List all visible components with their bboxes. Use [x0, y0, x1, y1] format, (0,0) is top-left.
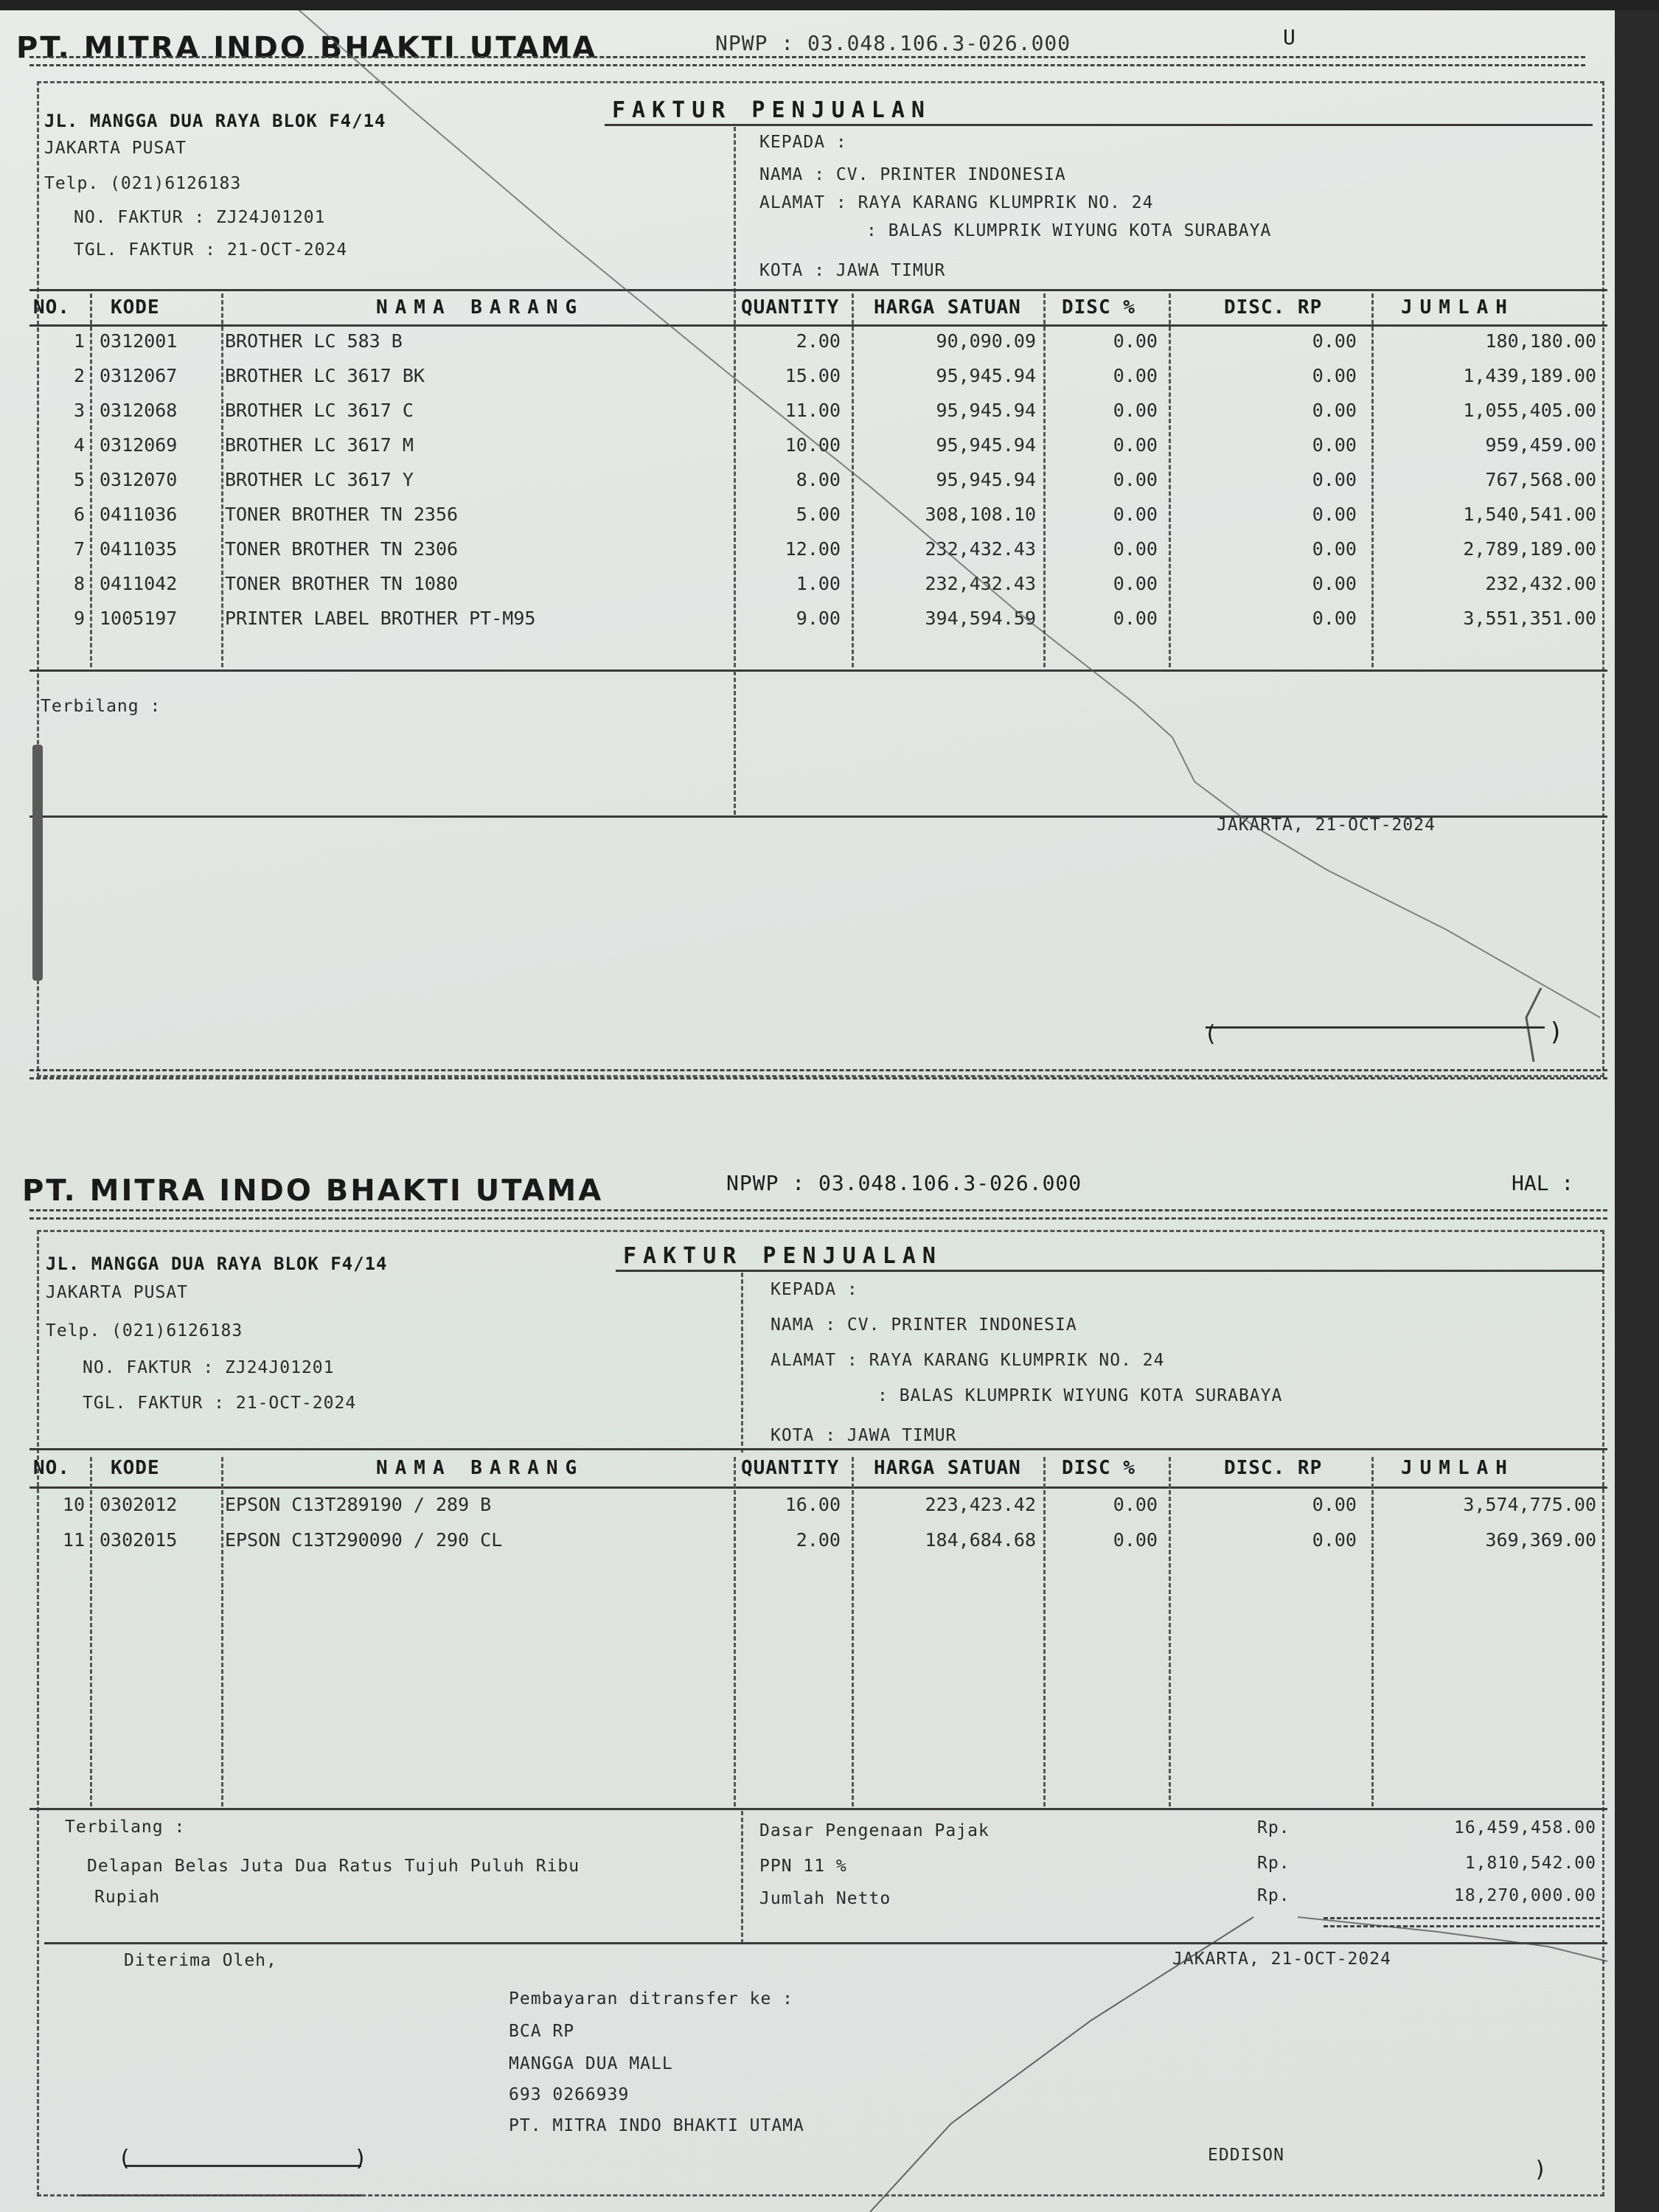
invoice-number-p2: NO. FAKTUR : ZJ24J01201 — [83, 1358, 335, 1377]
page1-item-cell-disc_rp: 0.00 — [1312, 469, 1357, 490]
page1-item-cell-harga: 95,945.94 — [936, 400, 1036, 421]
page1-item-cell-disc_rp: 0.00 — [1312, 608, 1357, 629]
invoice-title: FAKTUR PENJUALAN — [612, 97, 931, 123]
page1-item-cell-nama: BROTHER LC 3617 Y — [225, 469, 414, 490]
page2-item-cell-nama: EPSON C13T289190 / 289 B — [225, 1494, 492, 1515]
crack-line-1 — [288, 0, 1600, 1018]
page1-item-cell-qty: 11.00 — [785, 400, 841, 421]
page1-item-cell-jumlah: 767,568.00 — [1485, 469, 1596, 490]
terbilang-label-p2: Terbilang : — [65, 1818, 186, 1837]
page1-item-cell-kode: 0411036 — [100, 504, 178, 525]
netto-label: Jumlah Netto — [759, 1889, 891, 1908]
receiver-paren-close: ) — [354, 2146, 368, 2171]
netto-currency: Rp. — [1257, 1886, 1290, 1905]
payment-line-2: BCA RP — [509, 2022, 575, 2041]
company-city: JAKARTA PUSAT — [44, 139, 187, 158]
kepada-label-p2: KEPADA : — [771, 1280, 858, 1299]
page1-item-cell-disc_rp: 0.00 — [1312, 538, 1357, 560]
column-header-disc_pct: DISC % — [1062, 296, 1135, 319]
page1-item-cell-disc_pct: 0.00 — [1113, 469, 1158, 490]
page1-item-cell-harga: 95,945.94 — [936, 469, 1036, 490]
company-city-p2: JAKARTA PUSAT — [46, 1283, 189, 1302]
page1-item-cell-kode: 0312001 — [100, 330, 178, 352]
page1-item-cell-harga: 95,945.94 — [936, 365, 1036, 386]
page1-item-cell-nama: BROTHER LC 3617 BK — [225, 365, 425, 386]
kepada-label: KEPADA : — [759, 133, 847, 152]
company-phone-p2: Telp. (021)6126183 — [46, 1321, 243, 1340]
receiver-paren-open: ( — [118, 2146, 132, 2171]
page2-item-cell-disc_rp: 0.00 — [1312, 1494, 1357, 1515]
right-edge-shadow — [1615, 0, 1659, 2212]
top-edge-shadow — [0, 0, 1659, 10]
npwp-top: NPWP : 03.048.106.3-026.000 — [715, 31, 1071, 55]
customer-address-2: : BALAS KLUMPRIK WIYUNG KOTA SURABAYA — [866, 221, 1272, 240]
page-mark: U — [1283, 25, 1295, 49]
crack-line-4 — [1526, 988, 1541, 1062]
page1-item-cell-qty: 12.00 — [785, 538, 841, 560]
page1-item-cell-nama: BROTHER LC 3617 C — [225, 400, 414, 421]
page2-item-cell-disc_rp: 0.00 — [1312, 1529, 1357, 1551]
page1-item-cell-kode: 1005197 — [100, 608, 178, 629]
payment-line-1: Pembayaran ditransfer ke : — [509, 1989, 794, 2008]
page1-item-cell-kode: 0411042 — [100, 573, 178, 594]
page2-item-cell-jumlah: 369,369.00 — [1485, 1529, 1596, 1551]
page1-item-cell-no: 5 — [73, 469, 85, 490]
page-number-label: HAL : — [1512, 1171, 1574, 1195]
column-header-nama: NAMA BARANG — [376, 296, 585, 319]
signer-name: EDDISON — [1208, 2146, 1284, 2165]
column-header-kode: KODE — [111, 1457, 160, 1479]
column-header-disc_pct: DISC % — [1062, 1457, 1135, 1479]
page2-item-cell-no: 11 — [62, 1529, 85, 1551]
page2-item-cell-no: 10 — [62, 1494, 85, 1515]
crack-line-3 — [1298, 1917, 1607, 1961]
page1-item-cell-disc_rp: 0.00 — [1312, 504, 1357, 525]
crack-line-2 — [870, 1917, 1253, 2212]
page1-item-cell-nama: BROTHER LC 3617 M — [225, 434, 414, 456]
page1-item-cell-kode: 0312070 — [100, 469, 178, 490]
page1-item-cell-disc_pct: 0.00 — [1113, 434, 1158, 456]
page1-item-cell-kode: 0312069 — [100, 434, 178, 456]
page2-item-cell-harga: 223,423.42 — [925, 1494, 1036, 1515]
page1-item-cell-qty: 10.00 — [785, 434, 841, 456]
page1-item-cell-kode: 0312068 — [100, 400, 178, 421]
page1-item-cell-jumlah: 180,180.00 — [1485, 330, 1596, 352]
page1-item-cell-no: 9 — [73, 608, 85, 629]
company-name: PT. MITRA INDO BHAKTI UTAMA — [16, 31, 598, 65]
dpp-label: Dasar Pengenaan Pajak — [759, 1821, 990, 1840]
page1-item-cell-harga: 90,090.09 — [936, 330, 1036, 352]
page1-item-cell-disc_pct: 0.00 — [1113, 573, 1158, 594]
column-header-jumlah: JUMLAH — [1401, 296, 1514, 319]
terbilang-text: Delapan Belas Juta Dua Ratus Tujuh Puluh Ribu — [87, 1857, 580, 1876]
invoice-title-p2: FAKTUR PENJUALAN — [623, 1243, 942, 1269]
ppn-value: 1,810,542.00 — [1464, 1854, 1596, 1873]
page1-item-cell-disc_rp: 0.00 — [1312, 573, 1357, 594]
page2-item-cell-disc_pct: 0.00 — [1113, 1529, 1158, 1551]
page1-item-cell-jumlah: 2,789,189.00 — [1463, 538, 1596, 560]
terbilang-label-p1: Terbilang : — [41, 697, 161, 716]
page1-item-cell-harga: 95,945.94 — [936, 434, 1036, 456]
ppn-currency: Rp. — [1257, 1854, 1290, 1873]
page2-item-cell-nama: EPSON C13T290090 / 290 CL — [225, 1529, 503, 1551]
page1-item-cell-no: 4 — [73, 434, 85, 456]
company-address: JL. MANGGA DUA RAYA BLOK F4/14 — [44, 111, 386, 131]
page1-item-cell-disc_pct: 0.00 — [1113, 538, 1158, 560]
ppn-label: PPN 11 % — [759, 1857, 847, 1876]
page1-item-cell-no: 8 — [73, 573, 85, 594]
page1-item-cell-no: 7 — [73, 538, 85, 560]
page1-item-cell-no: 6 — [73, 504, 85, 525]
signer-paren-close: ) — [1534, 2157, 1548, 2183]
page1-item-cell-disc_pct: 0.00 — [1113, 608, 1158, 629]
company-phone: Telp. (021)6126183 — [44, 174, 242, 193]
place-date-p1: JAKARTA, 21-OCT-2024 — [1217, 815, 1436, 835]
page2-item-cell-jumlah: 3,574,775.00 — [1463, 1494, 1596, 1515]
page1-item-cell-disc_pct: 0.00 — [1113, 400, 1158, 421]
netto-value: 18,270,000.00 — [1453, 1886, 1596, 1905]
page1-item-cell-qty: 15.00 — [785, 365, 841, 386]
page1-item-cell-nama: TONER BROTHER TN 2306 — [225, 538, 459, 560]
page1-item-cell-jumlah: 1,540,541.00 — [1463, 504, 1596, 525]
sig-paren-close-p1: ) — [1548, 1018, 1564, 1047]
column-header-no: NO. — [33, 296, 70, 319]
customer-address-2-p2: : BALAS KLUMPRIK WIYUNG KOTA SURABAYA — [877, 1386, 1283, 1405]
page1-item-cell-jumlah: 3,551,351.00 — [1463, 608, 1596, 629]
page1-item-cell-jumlah: 1,439,189.00 — [1463, 365, 1596, 386]
page1-item-cell-disc_pct: 0.00 — [1113, 504, 1158, 525]
page1-item-cell-no: 3 — [73, 400, 85, 421]
page1-item-cell-disc_rp: 0.00 — [1312, 365, 1357, 386]
page2-item-cell-disc_pct: 0.00 — [1113, 1494, 1158, 1515]
invoice-date-p2: TGL. FAKTUR : 21-OCT-2024 — [83, 1394, 357, 1413]
dpp-currency: Rp. — [1257, 1818, 1290, 1837]
column-header-disc_rp: DISC. RP — [1224, 1457, 1323, 1479]
column-header-disc_rp: DISC. RP — [1224, 296, 1323, 319]
page1-item-cell-harga: 232,432.43 — [925, 573, 1036, 594]
place-date-p2: JAKARTA, 21-OCT-2024 — [1172, 1950, 1391, 1969]
page2-item-cell-kode: 0302015 — [100, 1529, 178, 1551]
payment-line-3: MANGGA DUA MALL — [509, 2054, 673, 2073]
page2-item-cell-qty: 2.00 — [796, 1529, 841, 1551]
terbilang-text-2: Rupiah — [94, 1888, 161, 1907]
page1-item-cell-disc_rp: 0.00 — [1312, 400, 1357, 421]
page1-item-cell-qty: 5.00 — [796, 504, 841, 525]
column-header-qty: QUANTITY — [741, 1457, 840, 1479]
page1-item-cell-qty: 9.00 — [796, 608, 841, 629]
page1-item-cell-jumlah: 1,055,405.00 — [1463, 400, 1596, 421]
column-header-nama: NAMA BARANG — [376, 1457, 585, 1479]
page1-item-cell-disc_rp: 0.00 — [1312, 330, 1357, 352]
dpp-value: 16,459,458.00 — [1453, 1818, 1596, 1837]
invoice-number: NO. FAKTUR : ZJ24J01201 — [74, 208, 326, 227]
page1-item-cell-nama: TONER BROTHER TN 1080 — [225, 573, 459, 594]
page1-item-cell-disc_pct: 0.00 — [1113, 330, 1158, 352]
npwp-p2: NPWP : 03.048.106.3-026.000 — [726, 1171, 1082, 1195]
received-by: Diterima Oleh, — [124, 1951, 277, 1970]
customer-name: NAMA : CV. PRINTER INDONESIA — [759, 165, 1066, 184]
column-header-jumlah: JUMLAH — [1401, 1457, 1514, 1479]
payment-line-5: PT. MITRA INDO BHAKTI UTAMA — [509, 2116, 804, 2135]
page1-item-cell-disc_pct: 0.00 — [1113, 365, 1158, 386]
page1-item-cell-disc_rp: 0.00 — [1312, 434, 1357, 456]
page2-item-cell-kode: 0302012 — [100, 1494, 178, 1515]
page1-item-cell-harga: 232,432.43 — [925, 538, 1036, 560]
page1-item-cell-kode: 0312067 — [100, 365, 178, 386]
page1-item-cell-no: 1 — [73, 330, 85, 352]
page1-item-cell-jumlah: 232,432.00 — [1485, 573, 1596, 594]
customer-city: KOTA : JAWA TIMUR — [759, 261, 946, 280]
page1-item-cell-nama: BROTHER LC 583 B — [225, 330, 403, 352]
customer-city-p2: KOTA : JAWA TIMUR — [771, 1426, 957, 1445]
customer-address: ALAMAT : RAYA KARANG KLUMPRIK NO. 24 — [759, 193, 1154, 212]
page1-item-cell-qty: 8.00 — [796, 469, 841, 490]
page2-item-cell-harga: 184,684.68 — [925, 1529, 1036, 1551]
column-header-no: NO. — [33, 1457, 70, 1479]
page1-item-cell-kode: 0411035 — [100, 538, 178, 560]
column-header-harga: HARGA SATUAN — [874, 1457, 1021, 1479]
page1-item-cell-nama: PRINTER LABEL BROTHER PT-M95 — [225, 608, 536, 629]
company-address-p2: JL. MANGGA DUA RAYA BLOK F4/14 — [46, 1253, 388, 1274]
column-header-kode: KODE — [111, 296, 160, 319]
page1-item-cell-jumlah: 959,459.00 — [1485, 434, 1596, 456]
column-header-harga: HARGA SATUAN — [874, 296, 1021, 319]
sig-paren-open-p1: ( — [1204, 1021, 1218, 1047]
page1-item-cell-no: 2 — [73, 365, 85, 386]
page2-item-cell-qty: 16.00 — [785, 1494, 841, 1515]
customer-address-p2: ALAMAT : RAYA KARANG KLUMPRIK NO. 24 — [771, 1351, 1165, 1370]
customer-name-p2: NAMA : CV. PRINTER INDONESIA — [771, 1315, 1077, 1335]
payment-line-4: 693 0266939 — [509, 2085, 630, 2104]
page1-item-cell-qty: 2.00 — [796, 330, 841, 352]
invoice-date: TGL. FAKTUR : 21-OCT-2024 — [74, 240, 348, 260]
page1-item-cell-harga: 308,108.10 — [925, 504, 1036, 525]
page1-item-cell-nama: TONER BROTHER TN 2356 — [225, 504, 459, 525]
column-header-qty: QUANTITY — [741, 296, 840, 319]
company-name-p2: PT. MITRA INDO BHAKTI UTAMA — [22, 1174, 604, 1208]
page1-item-cell-harga: 394,594.59 — [925, 608, 1036, 629]
page1-item-cell-qty: 1.00 — [796, 573, 841, 594]
